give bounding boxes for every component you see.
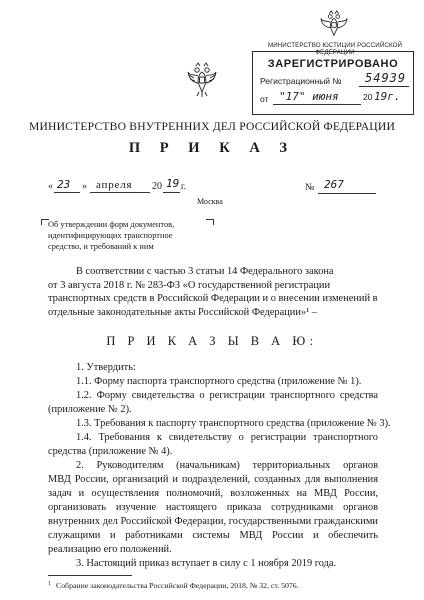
body-line: МВД России, организаций и подразделений, созданных для выполнения <box>48 474 378 485</box>
number-underline <box>318 193 376 194</box>
body-line: внутренних дел Российской Федерации, государственными гражданскими <box>48 516 378 527</box>
body-line: 1.1. Форму паспорта транспортного средства (приложение № 1). <box>76 376 362 387</box>
stamp-regnum-underline <box>359 86 409 87</box>
body-line: задач и осуществления полномочий, возложенных на МВД России, <box>48 488 378 499</box>
stamp-title: ЗАРЕГИСТРИРОВАНО <box>267 58 399 70</box>
body-line: 3. Настоящий приказ вступает в силу с 1 ноября 2019 года. <box>76 558 337 569</box>
body-line: 1.3. Требования к паспорту транспортного средства (приложение № 3). <box>76 418 391 429</box>
stamp-year-prefix: 20 <box>363 92 373 102</box>
date-year-underline <box>163 192 180 193</box>
body-line: 1.4. Требования к свидетельству о регистрации транспортного <box>76 432 378 443</box>
date-year-prefix: 20 <box>152 181 162 192</box>
stamp-date-label: от <box>260 94 269 104</box>
stamp-year-value: 19г. <box>374 90 401 103</box>
body-line: (приложение № 2). <box>48 404 132 415</box>
stamp-date-value: "17" июня <box>279 90 339 103</box>
subject-line: Об утверждении форм документов, <box>48 220 175 229</box>
stamp-regnum-value: 54939 <box>365 71 407 85</box>
stamp-box <box>252 51 414 115</box>
preamble-line: отдельные законодательные акты Российской Федерации»¹ – <box>48 306 318 318</box>
body-line: 1. Утвердить: <box>76 362 136 373</box>
preamble-line: В соответствии с частью 3 статьи 14 Федерального закона <box>76 266 334 277</box>
date-year-value: 19 <box>166 177 180 190</box>
number-sign: № <box>305 182 315 193</box>
order-number: 267 <box>324 178 344 191</box>
stamp-regnum-label: Регистрационный № <box>260 76 342 86</box>
date-quote-close: » <box>82 181 87 192</box>
order-subject <box>48 219 206 253</box>
date-month: апреля <box>96 179 133 191</box>
date-year-suffix: г. <box>181 181 186 191</box>
preamble-line: транспортных средств в Российской Федерации и о внесении изменений в <box>48 293 378 305</box>
body-line: средства (приложение № 4). <box>48 446 173 457</box>
stamp-coat-of-arms-icon <box>319 10 349 40</box>
body-line: служащими и работниками системы МВД России и обеспечить <box>48 530 378 541</box>
subject-bracket-right <box>206 219 214 225</box>
body-line: организовать изучение настоящего приказа сотрудниками органов <box>48 502 378 513</box>
ministry-name: МИНИСТЕРСТВО ВНУТРЕННИХ ДЕЛ РОССИЙСКОЙ ФЕДЕРАЦИИ <box>28 120 396 133</box>
registration-stamp <box>252 8 418 116</box>
orders-word: П Р И К А З Ы В А Ю: <box>106 334 318 348</box>
city: Москва <box>197 197 223 206</box>
date-quote-open: « <box>48 181 53 192</box>
preamble-line: от 3 августа 2018 г. № 283-ФЗ «О государственной регистрации <box>48 279 331 291</box>
body-line: 1.2. Форму свидетельства о регистрации транспортного средства <box>76 390 378 401</box>
footnote-rule <box>48 575 132 576</box>
subject-line: средство, и требований к ним <box>48 242 154 252</box>
body-line: 2. Руководителям (начальникам) территориальных органов <box>76 460 378 471</box>
footnote-text: Собрание законодательства Российской Федерации, 2018, № 32, ст. 5076. <box>56 581 299 590</box>
date-day-underline <box>54 192 80 193</box>
order-title: П Р И К А З <box>128 140 296 156</box>
footnote-mark: 1 <box>48 581 51 587</box>
stamp-date-underline <box>273 104 361 105</box>
stamp-ministry: МИНИСТЕРСТВО ЮСТИЦИИ РОССИЙСКОЙ ФЕДЕРАЦИИ <box>267 42 403 56</box>
body-line: реализацию его положений. <box>48 544 172 555</box>
preamble <box>48 265 378 319</box>
date-month-underline <box>90 192 150 193</box>
coat-of-arms-icon <box>186 62 218 98</box>
date-day: 23 <box>57 178 71 191</box>
subject-line: идентифицирующих транспортное <box>48 231 173 241</box>
